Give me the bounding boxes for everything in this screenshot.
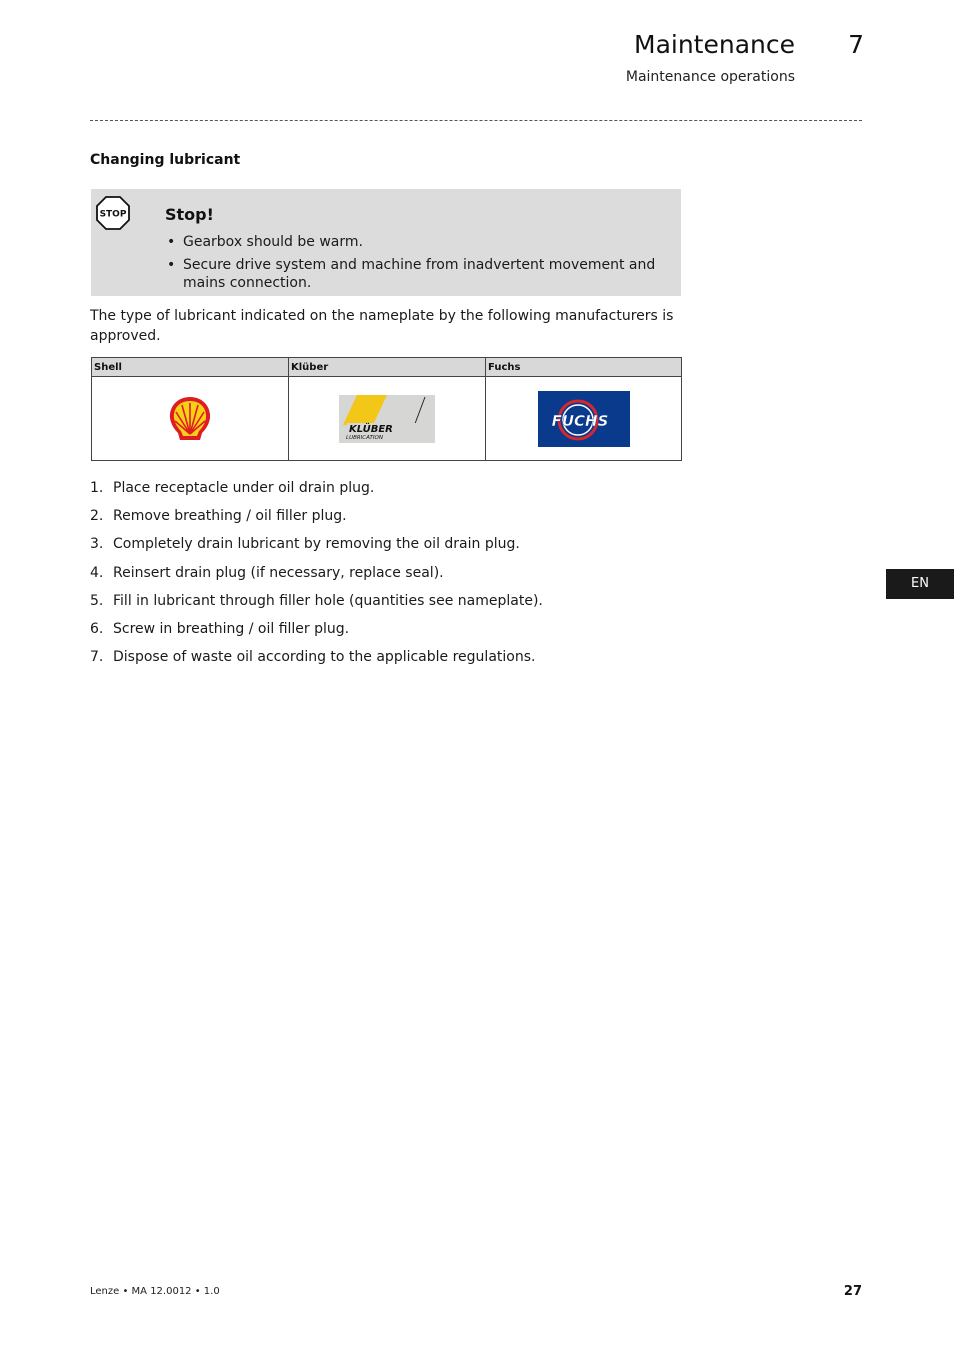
stop-item-text: Gearbox should be warm. — [183, 234, 363, 250]
stop-sign-icon — [96, 196, 130, 230]
list-item — [90, 534, 690, 562]
stop-notice — [91, 189, 681, 296]
stop-item-text: Secure drive system and machine from inadvertent movement and mains connection. — [183, 257, 656, 291]
step-number: 1. — [90, 480, 104, 496]
intro-paragraph: The type of lubricant indicated on the nameplate by the following manufacturers is approved. — [90, 308, 674, 344]
step-text: Reinsert drain plug (if necessary, replace seal). — [113, 564, 444, 581]
section-subtitle: Maintenance operations — [625, 69, 795, 85]
list-item — [90, 647, 690, 675]
list-item — [90, 506, 690, 534]
footer-doc-ref: Lenze • MA 12.0012 • 1.0 — [90, 1286, 220, 1297]
step-text: Fill in lubricant through filler hole (quantities see nameplate). — [113, 592, 543, 609]
step-number: 4. — [90, 564, 104, 581]
fuchs-cell — [486, 377, 682, 461]
list-item — [90, 591, 690, 619]
kluber-cell — [289, 377, 486, 461]
list-item — [90, 478, 690, 506]
list-item — [90, 619, 690, 647]
svg-text:LUBRICATION: LUBRICATION — [346, 434, 383, 441]
page-number: 27 — [843, 1284, 862, 1299]
language-tab[interactable]: EN — [886, 569, 954, 599]
stop-list — [165, 233, 665, 297]
shell-cell — [92, 377, 289, 461]
step-text: Dispose of waste oil according to the applicable regulations. — [113, 649, 536, 666]
column-header: Klüber — [289, 358, 486, 377]
stop-title: Stop! — [165, 205, 214, 224]
column-header: Shell — [92, 358, 289, 377]
dashed-divider — [90, 120, 862, 121]
stop-sign-text: STOP — [99, 209, 127, 220]
svg-text:KLÜBER: KLÜBER — [349, 423, 393, 435]
table-row — [92, 377, 682, 461]
section-heading: Changing lubricant — [90, 152, 241, 168]
bullet: • — [167, 257, 176, 273]
kluber-logo — [339, 395, 435, 443]
step-text: Place receptacle under oil drain plug. — [113, 480, 375, 496]
chapter-number: 7 — [848, 30, 864, 59]
bullet: • — [167, 234, 176, 250]
svg-text:FUCHS: FUCHS — [551, 411, 608, 430]
list-item — [90, 563, 690, 591]
stop-item — [165, 233, 665, 251]
step-text: Completely drain lubricant by removing the oil drain plug. — [113, 536, 520, 553]
step-text: Remove breathing / oil filler plug. — [113, 508, 347, 525]
step-number: 2. — [90, 508, 104, 525]
shell-logo — [167, 394, 213, 444]
step-number: 6. — [90, 620, 104, 637]
stop-item — [165, 256, 665, 292]
step-number: 3. — [90, 536, 104, 553]
column-header: Fuchs — [486, 358, 682, 377]
step-number: 5. — [90, 592, 104, 609]
chapter-title: Maintenance — [634, 30, 795, 59]
table-header-row — [92, 358, 682, 377]
fuchs-logo — [538, 391, 630, 447]
manufacturer-table — [91, 357, 682, 461]
step-text: Screw in breathing / oil filler plug. — [113, 620, 350, 637]
step-number: 7. — [90, 649, 104, 666]
procedure-steps — [90, 478, 690, 675]
